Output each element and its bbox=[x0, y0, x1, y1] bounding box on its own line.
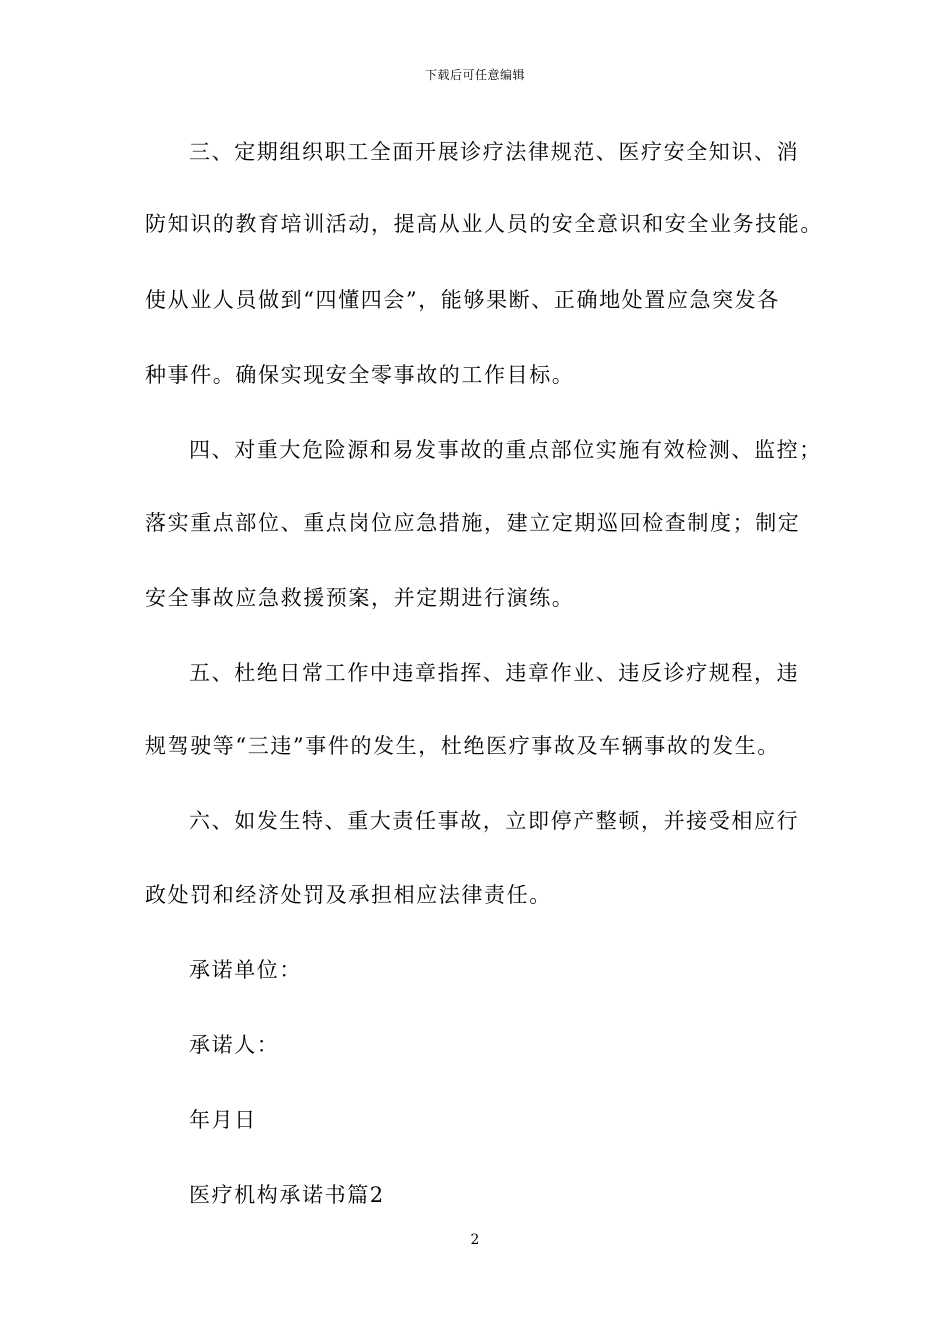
paragraph-4-line-1: 四、对重大危险源和易发事故的重点部位实施有效检测、监控； bbox=[189, 438, 822, 462]
paragraph-3-line-4: 种事件。确保实现安全零事故的工作目标。 bbox=[145, 363, 575, 387]
section-heading: 医疗机构承诺书篇2 bbox=[189, 1183, 385, 1207]
paragraph-4-line-3: 安全事故应急救援预案，并定期进行演练。 bbox=[145, 586, 575, 610]
paragraph-3-line-1: 三、定期组织职工全面开展诊疗法律规范、医疗安全知识、消 bbox=[189, 140, 800, 164]
signature-person-label: 承诺人： bbox=[189, 1033, 280, 1057]
paragraph-3-line-3: 使从业人员做到“四懂四会”，能够果断、正确地处置应急突发各 bbox=[145, 288, 780, 312]
header-note: 下载后可任意编辑 bbox=[424, 68, 525, 82]
signature-unit-label: 承诺单位： bbox=[189, 958, 302, 982]
signature-date-label: 年月日 bbox=[189, 1108, 257, 1132]
paragraph-6-line-2: 政处罚和经济处罚及承担相应法律责任。 bbox=[145, 883, 552, 907]
paragraph-3-line-2: 防知识的教育培训活动，提高从业人员的安全意识和安全业务技能。 bbox=[145, 212, 823, 236]
paragraph-6-line-1: 六、如发生特、重大责任事故，立即停产整顿，并接受相应行 bbox=[189, 809, 800, 833]
paragraph-5-line-2: 规驾驶等“三违”事件的发生，杜绝医疗事故及车辆事故的发生。 bbox=[145, 734, 780, 758]
page-number: 2 bbox=[470, 1232, 480, 1248]
paragraph-5-line-1: 五、杜绝日常工作中违章指挥、违章作业、违反诊疗规程，违 bbox=[189, 661, 800, 685]
paragraph-4-line-2: 落实重点部位、重点岗位应急措施，建立定期巡回检查制度；制定 bbox=[145, 511, 801, 535]
